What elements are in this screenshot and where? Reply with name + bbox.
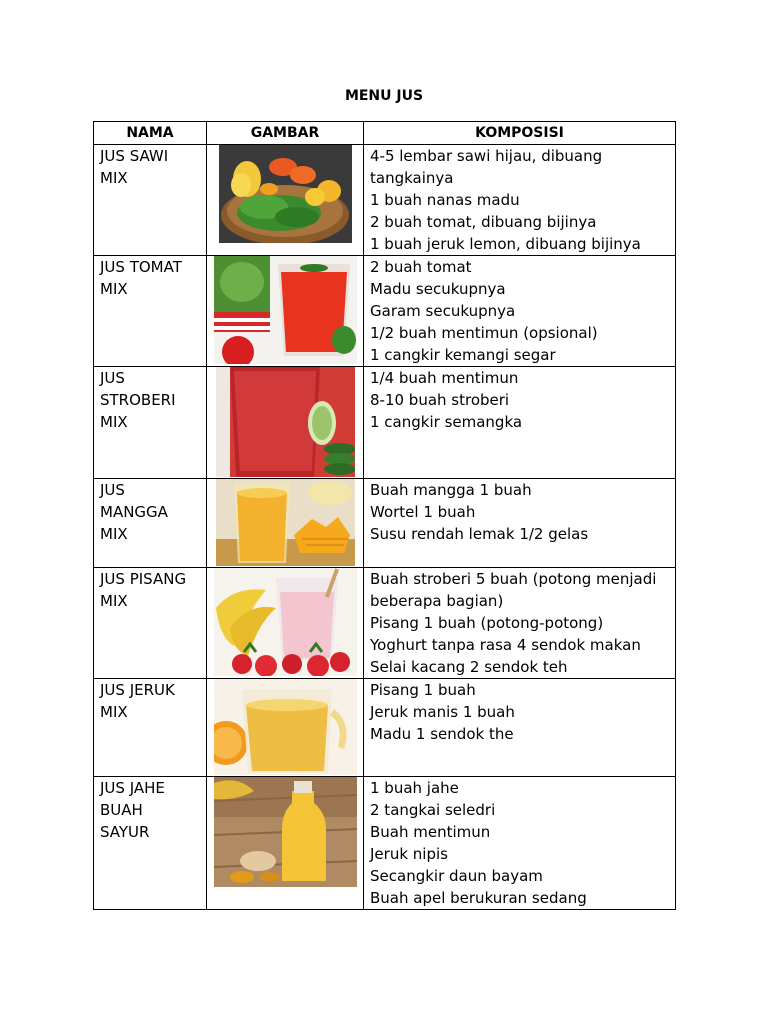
mangga-mix-juice-photo xyxy=(216,479,355,566)
name-line: JUS JERUK xyxy=(100,681,175,699)
komposisi-line: Buah apel berukuran sedang xyxy=(370,889,587,907)
name-cell xyxy=(94,679,207,777)
tomat-mix-juice-photo xyxy=(214,256,357,364)
table-row xyxy=(94,568,676,679)
komposisi-line: 1 buah jeruk lemon, dibuang bijinya xyxy=(370,235,641,253)
komposisi-line: 1 cangkir kemangi segar xyxy=(370,346,556,364)
komposisi-line: Jeruk nipis xyxy=(370,845,448,863)
komposisi-line: 2 buah tomat xyxy=(370,258,472,276)
name-line: MIX xyxy=(100,592,128,610)
header-komposisi: KOMPOSISI xyxy=(364,122,676,145)
table-row xyxy=(94,479,676,568)
name-line: JUS PISANG xyxy=(100,570,187,588)
header-row xyxy=(94,122,676,145)
name-cell xyxy=(94,367,207,479)
komposisi-line: Buah mentimun xyxy=(370,823,491,841)
komposisi-cell xyxy=(364,777,676,910)
name-line: MIX xyxy=(100,169,128,187)
name-line: MANGGA xyxy=(100,503,168,521)
komposisi-line: Garam secukupnya xyxy=(370,302,516,320)
name-cell xyxy=(94,568,207,679)
komposisi-cell xyxy=(364,479,676,568)
name-line: MIX xyxy=(100,280,128,298)
komposisi-line: Pisang 1 buah (potong-potong) xyxy=(370,614,604,632)
komposisi-line: 2 buah tomat, dibuang bijinya xyxy=(370,213,597,231)
name-line: MIX xyxy=(100,703,128,721)
name-line: SAYUR xyxy=(100,823,150,841)
komposisi-line: Madu secukupnya xyxy=(370,280,506,298)
komposisi-line: 1 buah nanas madu xyxy=(370,191,520,209)
table-row xyxy=(94,145,676,256)
komposisi-line: Madu 1 sendok the xyxy=(370,725,514,743)
menu-table xyxy=(93,121,676,910)
komposisi-line: Susu rendah lemak 1/2 gelas xyxy=(370,525,589,543)
komposisi-line: 8-10 buah stroberi xyxy=(370,391,510,409)
komposisi-line: 1/4 buah mentimun xyxy=(370,369,519,387)
komposisi-line: 2 tangkai seledri xyxy=(370,801,496,819)
name-line: JUS xyxy=(100,369,125,387)
name-line: MIX xyxy=(100,525,128,543)
komposisi-line: 1 buah jahe xyxy=(370,779,459,797)
komposisi-cell xyxy=(364,679,676,777)
table-row xyxy=(94,367,676,479)
komposisi-line: 4-5 lembar sawi hijau, dibuang xyxy=(370,147,603,165)
image-cell xyxy=(207,256,364,367)
name-cell xyxy=(94,256,207,367)
image-cell xyxy=(207,479,364,568)
sawi-mix-juice-photo xyxy=(219,145,352,243)
komposisi-line: 1/2 buah mentimun (opsional) xyxy=(370,324,598,342)
name-line: STROBERI xyxy=(100,391,176,409)
komposisi-line: Pisang 1 buah xyxy=(370,681,476,699)
komposisi-line: Yoghurt tanpa rasa 4 sendok makan xyxy=(370,636,641,654)
pisang-mix-juice-photo xyxy=(214,568,357,676)
table-row xyxy=(94,777,676,910)
komposisi-line: Buah stroberi 5 buah (potong menjadi xyxy=(370,570,657,588)
komposisi-cell xyxy=(364,256,676,367)
table-row xyxy=(94,679,676,777)
header-nama: NAMA xyxy=(94,122,207,145)
komposisi-line: Selai kacang 2 sendok teh xyxy=(370,658,568,676)
name-cell xyxy=(94,479,207,568)
page-title: MENU JUS xyxy=(344,88,424,104)
name-line: JUS SAWI xyxy=(100,147,169,165)
komposisi-line: Wortel 1 buah xyxy=(370,503,476,521)
komposisi-line: beberapa bagian) xyxy=(370,592,504,610)
komposisi-cell xyxy=(364,568,676,679)
name-line: JUS JAHE xyxy=(100,779,165,797)
table-row xyxy=(94,256,676,367)
image-cell xyxy=(207,679,364,777)
header-gambar: GAMBAR xyxy=(207,122,364,145)
komposisi-cell xyxy=(364,367,676,479)
image-cell xyxy=(207,145,364,256)
komposisi-line: tangkainya xyxy=(370,169,454,187)
image-cell xyxy=(207,367,364,479)
name-cell xyxy=(94,145,207,256)
jeruk-mix-juice-photo xyxy=(214,679,357,775)
komposisi-cell xyxy=(364,145,676,256)
jahe-juice-photo xyxy=(214,777,357,887)
image-cell xyxy=(207,777,364,910)
name-line: MIX xyxy=(100,413,128,431)
stroberi-mix-juice-photo xyxy=(216,367,355,477)
name-cell xyxy=(94,777,207,910)
komposisi-line: Buah mangga 1 buah xyxy=(370,481,532,499)
name-line: JUS TOMAT xyxy=(100,258,182,276)
komposisi-line: 1 cangkir semangka xyxy=(370,413,523,431)
komposisi-line: Secangkir daun bayam xyxy=(370,867,543,885)
image-cell xyxy=(207,568,364,679)
name-line: JUS xyxy=(100,481,125,499)
komposisi-line: Jeruk manis 1 buah xyxy=(370,703,515,721)
name-line: BUAH xyxy=(100,801,143,819)
